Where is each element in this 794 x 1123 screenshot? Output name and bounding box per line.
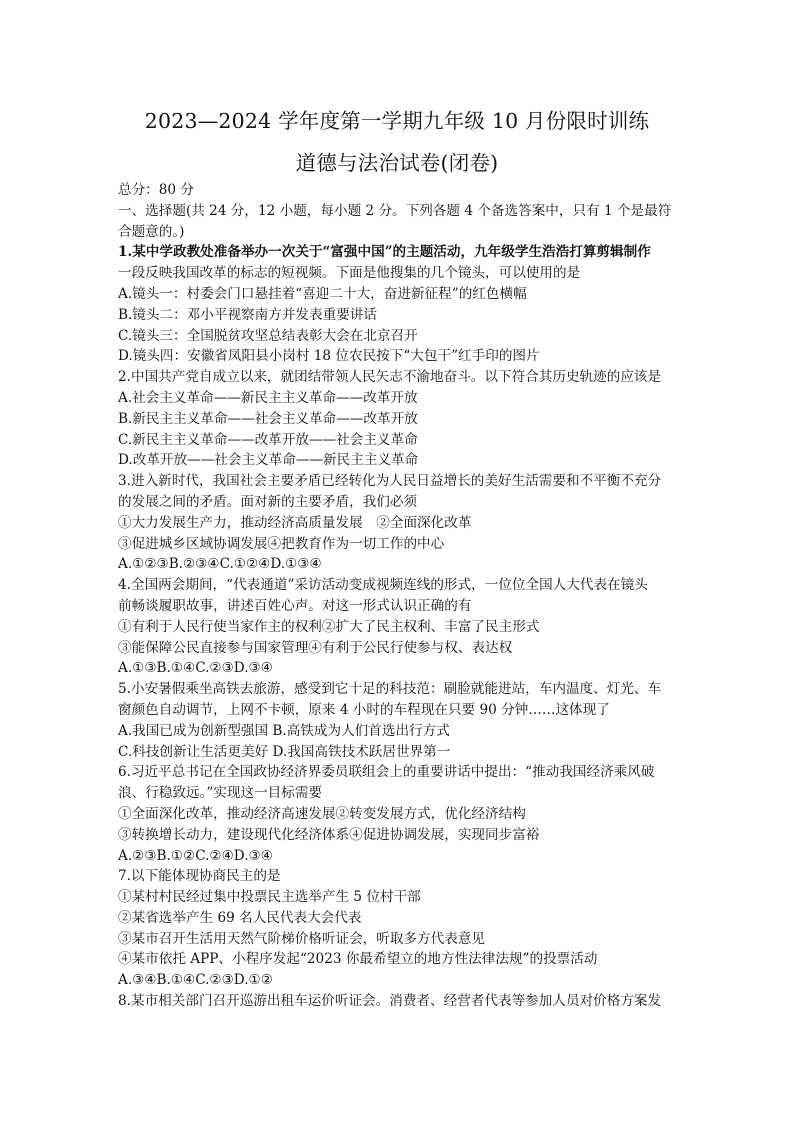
question-stem: 6.习近平总书记在全国政协经济界委员联组会上的重要讲话中提出：“推动我国经济乘风破 bbox=[118, 764, 655, 781]
answer-option: D.镜头四：安徽省凤阳县小岗村 18 位农民按下“大包干”红手印的图片 bbox=[118, 348, 540, 365]
question-stem: 窗颜色自动调节，上网不卡顿，原来 4 小时的车程现在只要 90 分钟……这体现了 bbox=[118, 701, 610, 718]
answer-option: C.新民主主义革命——改革开放——社会主义革命 bbox=[118, 431, 418, 448]
question-stem: 2.中国共产党自成立以来，就团结带领人民矢志不渝地奋斗。以下符合其历史轨迹的应该是 bbox=[118, 369, 662, 386]
statement-option: ④某市依托 APP、小程序发起“2023 你最希望立的地方性法律法规”的投票活动 bbox=[118, 951, 598, 968]
answer-option: C.镜头三：全国脱贫攻坚总结表彰大会在北京召开 bbox=[118, 327, 418, 344]
statement-option: ①有利于人民行使当家作主的权利②扩大了民主权利、丰富了民主形式 bbox=[118, 618, 540, 635]
answer-option: B.镜头二：邓小平视察南方并发表重要讲话 bbox=[118, 306, 377, 323]
answer-option: D.改革开放——社会主义革命——新民主主义革命 bbox=[118, 452, 419, 469]
total-score: 总分：80 分 bbox=[118, 182, 194, 198]
answer-choices: A.①③B.①④C.②③D.③④ bbox=[118, 660, 273, 677]
exam-title: 2023—2024 学年度第一学期九年级 10 月份限时训练 bbox=[144, 109, 650, 133]
answer-choices: A.③④B.①④C.②③D.①② bbox=[118, 972, 273, 989]
answer-option: A.社会主义革命——新民主主义革命——改革开放 bbox=[118, 389, 418, 406]
question-stem: 7.以下能体现协商民主的是 bbox=[118, 868, 281, 885]
question-stem: 1.某中学政教处准备举办一次关于“富强中国”的主题活动，九年级学生浩浩打算剪辑制作 bbox=[118, 244, 651, 261]
question-stem: 4.全国两会期间，“代表通道”采访活动变成视频连线的形式，一位位全国人大代表在镜头 bbox=[118, 577, 648, 594]
statement-option: ①全面深化改革，推动经济高速发展②转变发展方式，优化经济结构 bbox=[118, 805, 526, 822]
answer-option: B.新民主主义革命——社会主义革命——改革开放 bbox=[118, 410, 418, 427]
section-heading: 一、选择题(共 24 分，12 小题，每小题 2 分。下列各题 4 个备选答案中，只有 1 个是最符 bbox=[118, 202, 672, 219]
exam-subtitle: 道德与法治试卷(闭卷) bbox=[295, 151, 499, 175]
exam-body bbox=[118, 180, 678, 1012]
question-stem: 5.小安暑假乘坐高铁去旅游，感受到它十足的科技范：刷脸就能进站，车内温度、灯光、车 bbox=[118, 681, 662, 698]
question-stem: 的发展之间的矛盾。面对新的主要矛盾，我们必须 bbox=[118, 493, 418, 510]
statement-option: ①大力发展生产力，推动经济高质量发展 ②全面深化改革 bbox=[118, 514, 472, 531]
section-heading-continued: 合题意的。) bbox=[118, 223, 185, 240]
question-stem: 浪、行稳致远。”实现这一目标需要 bbox=[118, 785, 323, 802]
answer-option: C.科技创新让生活更美好 D.我国高铁技术跃居世界第一 bbox=[118, 743, 451, 760]
answer-option: A.我国已成为创新型强国 B.高铁成为人们首选出行方式 bbox=[118, 722, 450, 739]
question-stem: 3.进入新时代，我国社会主要矛盾已经转化为人民日益增长的美好生活需要和不平衡不充分 bbox=[118, 473, 662, 490]
answer-choices: A.①②③B.②③④C.①②④D.①③④ bbox=[118, 556, 322, 573]
statement-option: ③转换增长动力，建设现代化经济体系④促进协调发展，实现同步富裕 bbox=[118, 826, 540, 843]
statement-option: ②某省选举产生 69 名人民代表大会代表 bbox=[118, 909, 362, 926]
statement-option: ③能保障公民直接参与国家管理④有利于公民行使参与权、表达权 bbox=[118, 639, 513, 656]
answer-option: A.镜头一：村委会门口悬挂着“喜迎二十大，奋进新征程”的红色横幅 bbox=[118, 285, 527, 302]
question-stem: 8.某市相关部门召开巡游出租车运价听证会。消费者、经营者代表等参加人员对价格方案发 bbox=[118, 993, 662, 1010]
answer-choices: A.②③B.①②C.②④D.③④ bbox=[118, 847, 273, 864]
statement-option: ①某村村民经过集中投票民主选举产生 5 位村干部 bbox=[118, 889, 421, 906]
statement-option: ③某市召开生活用天然气阶梯价格听证会，听取多方代表意见 bbox=[118, 930, 486, 947]
statement-option: ③促进城乡区域协调发展④把教育作为一切工作的中心 bbox=[118, 535, 445, 552]
question-stem: 一段反映我国改革的标志的短视频。下面是他搜集的几个镜头，可以使用的是 bbox=[118, 265, 581, 282]
question-stem: 前畅谈履职故事，讲述百姓心声。对这一形式认识正确的有 bbox=[118, 597, 472, 614]
